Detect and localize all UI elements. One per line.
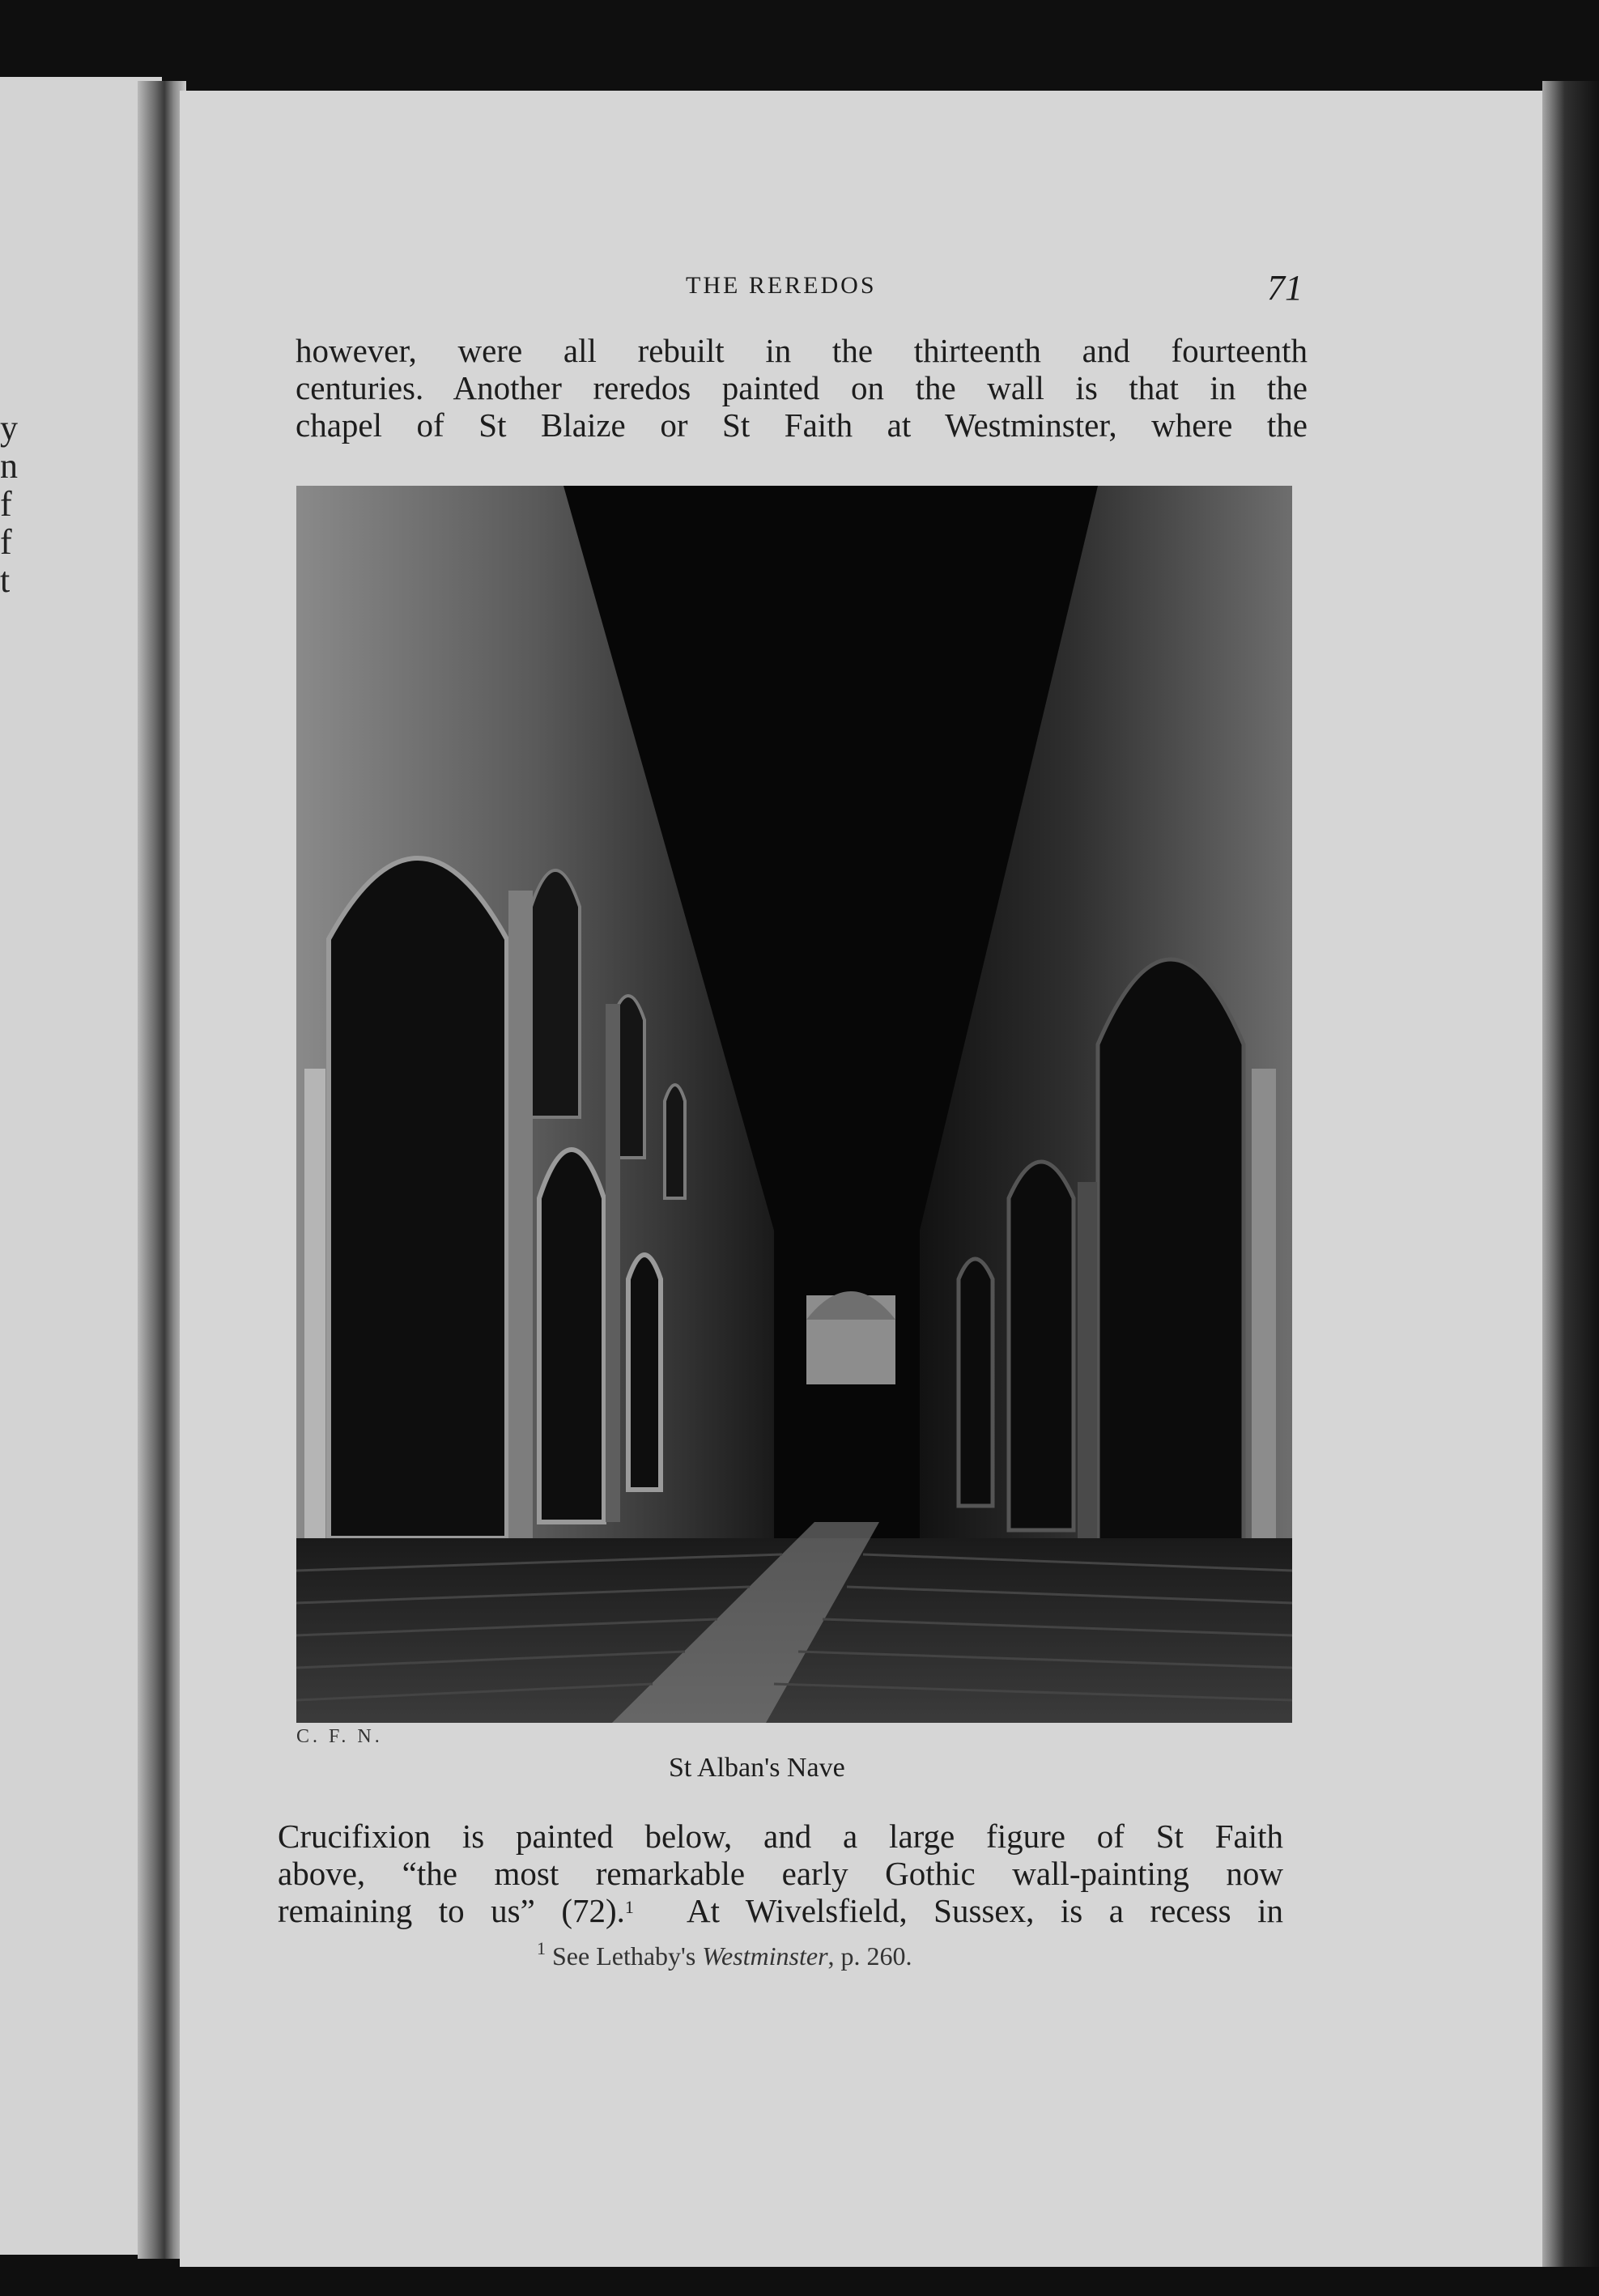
cathedral-nave-illustration <box>296 486 1292 1723</box>
text-line: however, were all rebuilt in the thirteenth and fourteenth <box>296 332 1308 369</box>
text-line: Crucifixion is painted below, and a large figure of St Faith <box>278 1818 1283 1855</box>
figure-caption: St Alban's Nave <box>669 1753 845 1783</box>
text-line: above, “the most remarkable early Gothic wall-painting now <box>278 1855 1283 1892</box>
text-fragment: At Wivelsfield, Sussex, is a recess in <box>686 1892 1284 1929</box>
running-head: THE REREDOS <box>686 272 877 299</box>
text-fragment: remaining to us” (72). <box>278 1892 625 1929</box>
footnote-title: Westminster <box>702 1941 828 1971</box>
text-line: centuries. Another reredos painted on the wall is that in the <box>296 369 1308 406</box>
footnote-text: See Lethaby's <box>552 1941 696 1971</box>
footnote-number: 1 <box>537 1938 546 1958</box>
text-line <box>278 1892 1283 1929</box>
page-number: 71 <box>1267 268 1303 308</box>
nave-photograph <box>296 486 1292 1723</box>
facing-page-text-fragment: y n f f t <box>0 408 18 600</box>
paragraph-bottom <box>278 1818 1283 1929</box>
book-gutter <box>138 81 186 2259</box>
footnote-reference: , p. 260. <box>827 1941 912 1971</box>
page-edge-shadow <box>1542 81 1599 2267</box>
text-line: chapel of St Blaize or St Faith at Westminster, where the <box>296 406 1308 444</box>
footnote <box>537 1938 912 1971</box>
paragraph-top <box>296 332 1308 444</box>
photo-credit: C. F. N. <box>296 1726 383 1747</box>
footnote-marker: 1 <box>624 1897 634 1917</box>
